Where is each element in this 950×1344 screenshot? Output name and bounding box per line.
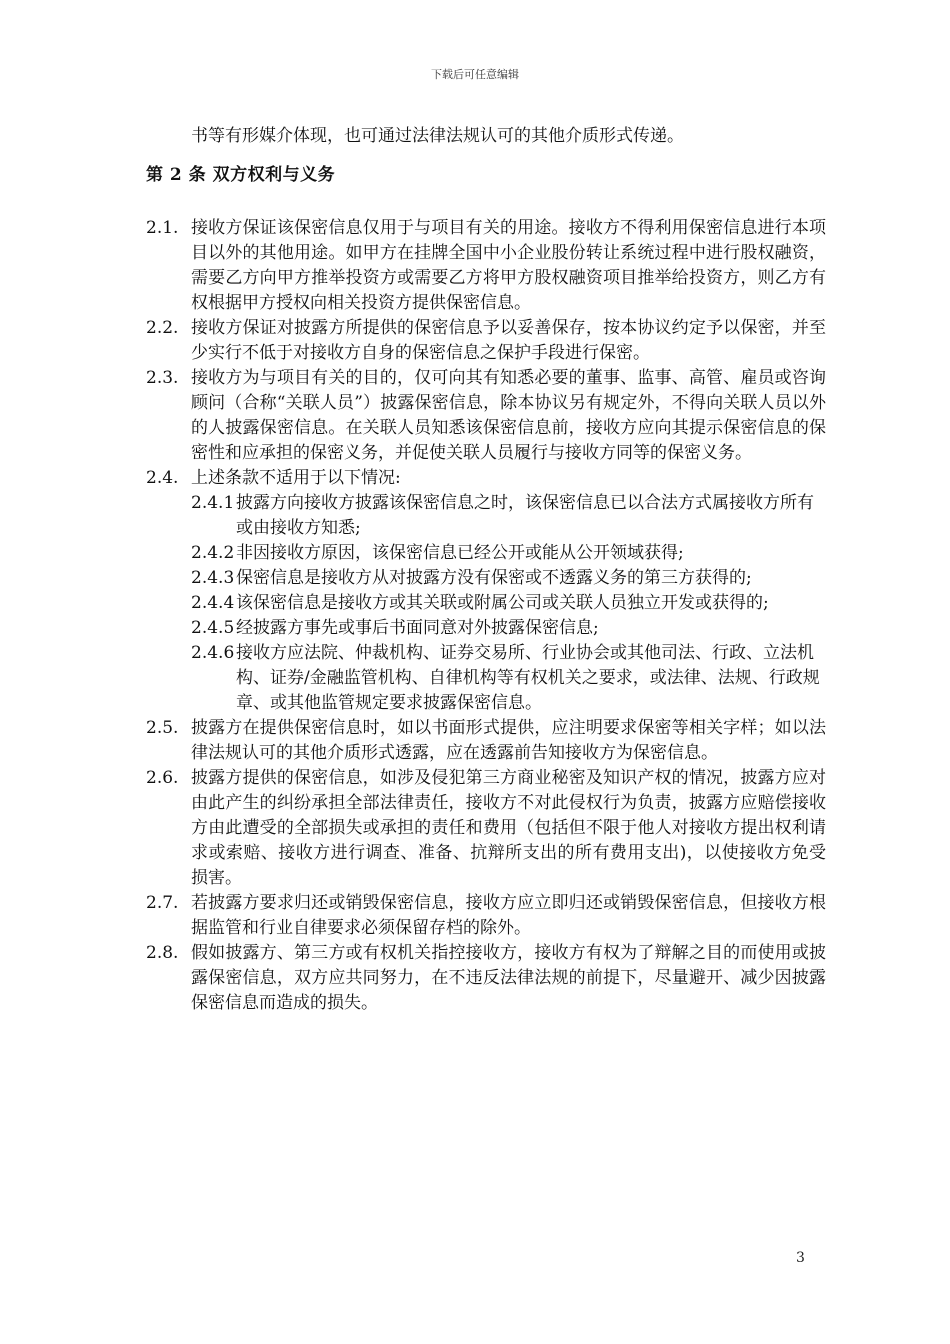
subclause-2-4-1: [146, 491, 826, 541]
article-title: 第 2 条 双方权利与义务: [146, 165, 336, 185]
clause-number: 2.2.: [146, 318, 179, 338]
subclause-number: 2.4.6: [191, 643, 235, 663]
clause-text: 若披露方要求归还或销毁保密信息，接收方应立即归还或销毁保密信息，但接收方根据监管和行业自律要求必须保留存档的除外。: [191, 893, 826, 938]
clause-number: 2.8.: [146, 943, 179, 963]
clause-2-8: [146, 941, 826, 1016]
subclause-text: 经披露方事先或事后书面同意对外披露保密信息;: [236, 618, 599, 638]
clause-number: 2.6.: [146, 768, 179, 788]
subclause-2-4-3: [146, 566, 826, 591]
subclause-2-4-4: [146, 591, 826, 616]
clause-text: 接收方保证对披露方所提供的保密信息予以妥善保存，按本协议约定予以保密，并至少实行不低于对接收方自身的保密信息之保护手段进行保密。: [191, 318, 826, 363]
subclause-2-4-6: [146, 641, 826, 716]
clause-2-6: [146, 766, 826, 891]
clause-2-4: [146, 466, 826, 491]
clause-number: 2.4.: [146, 468, 179, 488]
subclause-text: 该保密信息是接收方或其关联或附属公司或关联人员独立开发或获得的;: [236, 593, 769, 613]
clause-text: 披露方在提供保密信息时，如以书面形式提供，应注明要求保密等相关字样；如以法律法规认可的其他介质形式透露，应在透露前告知接收方为保密信息。: [191, 718, 826, 763]
subclause-number: 2.4.4: [191, 593, 235, 613]
continuation-text: 书等有形媒介体现，也可通过法律法规认可的其他介质形式传递。: [191, 126, 684, 146]
clause-number: 2.7.: [146, 893, 179, 913]
subclause-text: 保密信息是接收方从对披露方没有保密或不透露义务的第三方获得的;: [236, 568, 752, 588]
clause-2-5: [146, 716, 826, 766]
subclause-number: 2.4.1: [191, 493, 235, 513]
clause-text: 上述条款不适用于以下情况:: [191, 468, 401, 488]
clause-number: 2.3.: [146, 368, 179, 388]
subclause-2-4-2: [146, 541, 826, 566]
clause-2-7: [146, 891, 826, 941]
clause-text: 接收方保证该保密信息仅用于与项目有关的用途。接收方不得利用保密信息进行本项目以外的其他用途。如甲方在挂牌全国中小企业股份转让系统过程中进行股权融资，需要乙方向甲方推举投资方或需要乙方将甲方股权融资项目推举给投资方，则乙方有权根据甲方授权向相关投资方提供保密信息。: [191, 218, 826, 313]
document-body: [146, 124, 826, 1016]
clause-2-3: [146, 366, 826, 466]
clause-text: 接收方为与项目有关的目的，仅可向其有知悉必要的董事、监事、高管、雇员或咨询顾问（合称“关联人员”）披露保密信息，除本协议另有规定外，不得向关联人员以外的人披露保密信息。在关联人员知悉该保密信息前，接收方应向其提示保密信息的保密性和应承担的保密义务，并促使关联人员履行与接收方同等的保密义务。: [191, 368, 826, 463]
clause-2-2: [146, 316, 826, 366]
clause-text: 假如披露方、第三方或有权机关指控接收方，接收方有权为了辩解之目的而使用或披露保密信息，双方应共同努力，在不违反法律法规的前提下，尽量避开、减少因披露保密信息而造成的损失。: [191, 943, 826, 1013]
clause-2-1: [146, 216, 826, 316]
subclause-text: 披露方向接收方披露该保密信息之时，该保密信息已以合法方式属接收方所有或由接收方知悉;: [236, 493, 814, 538]
page-number: 3: [796, 1250, 805, 1266]
subclause-text: 非因接收方原因，该保密信息已经公开或能从公开领域获得;: [236, 543, 684, 563]
page-header: 下载后可任意编辑: [431, 68, 519, 81]
subclause-number: 2.4.2: [191, 543, 235, 563]
clause-number: 2.5.: [146, 718, 179, 738]
subclause-number: 2.4.5: [191, 618, 235, 638]
clause-number: 2.1.: [146, 218, 179, 238]
subclause-text: 接收方应法院、仲裁机构、证券交易所、行业协会或其他司法、行政、立法机构、证券/金融监管机构、自律机构等有权机关之要求，或法律、法规、行政规章、或其他监管规定要求披露保密信息。: [236, 643, 820, 713]
subclause-number: 2.4.3: [191, 568, 235, 588]
subclause-2-4-5: [146, 616, 826, 641]
clause-text: 披露方提供的保密信息，如涉及侵犯第三方商业秘密及知识产权的情况，披露方应对由此产生的纠纷承担全部法律责任，接收方不对此侵权行为负责，披露方应赔偿接收方由此遭受的全部损失或承担的责任和费用（包括但不限于他人对接收方提出权利请求或索赔、接收方进行调查、准备、抗辩所支出的所有费用支出)，以使接收方免受损害。: [191, 768, 826, 888]
